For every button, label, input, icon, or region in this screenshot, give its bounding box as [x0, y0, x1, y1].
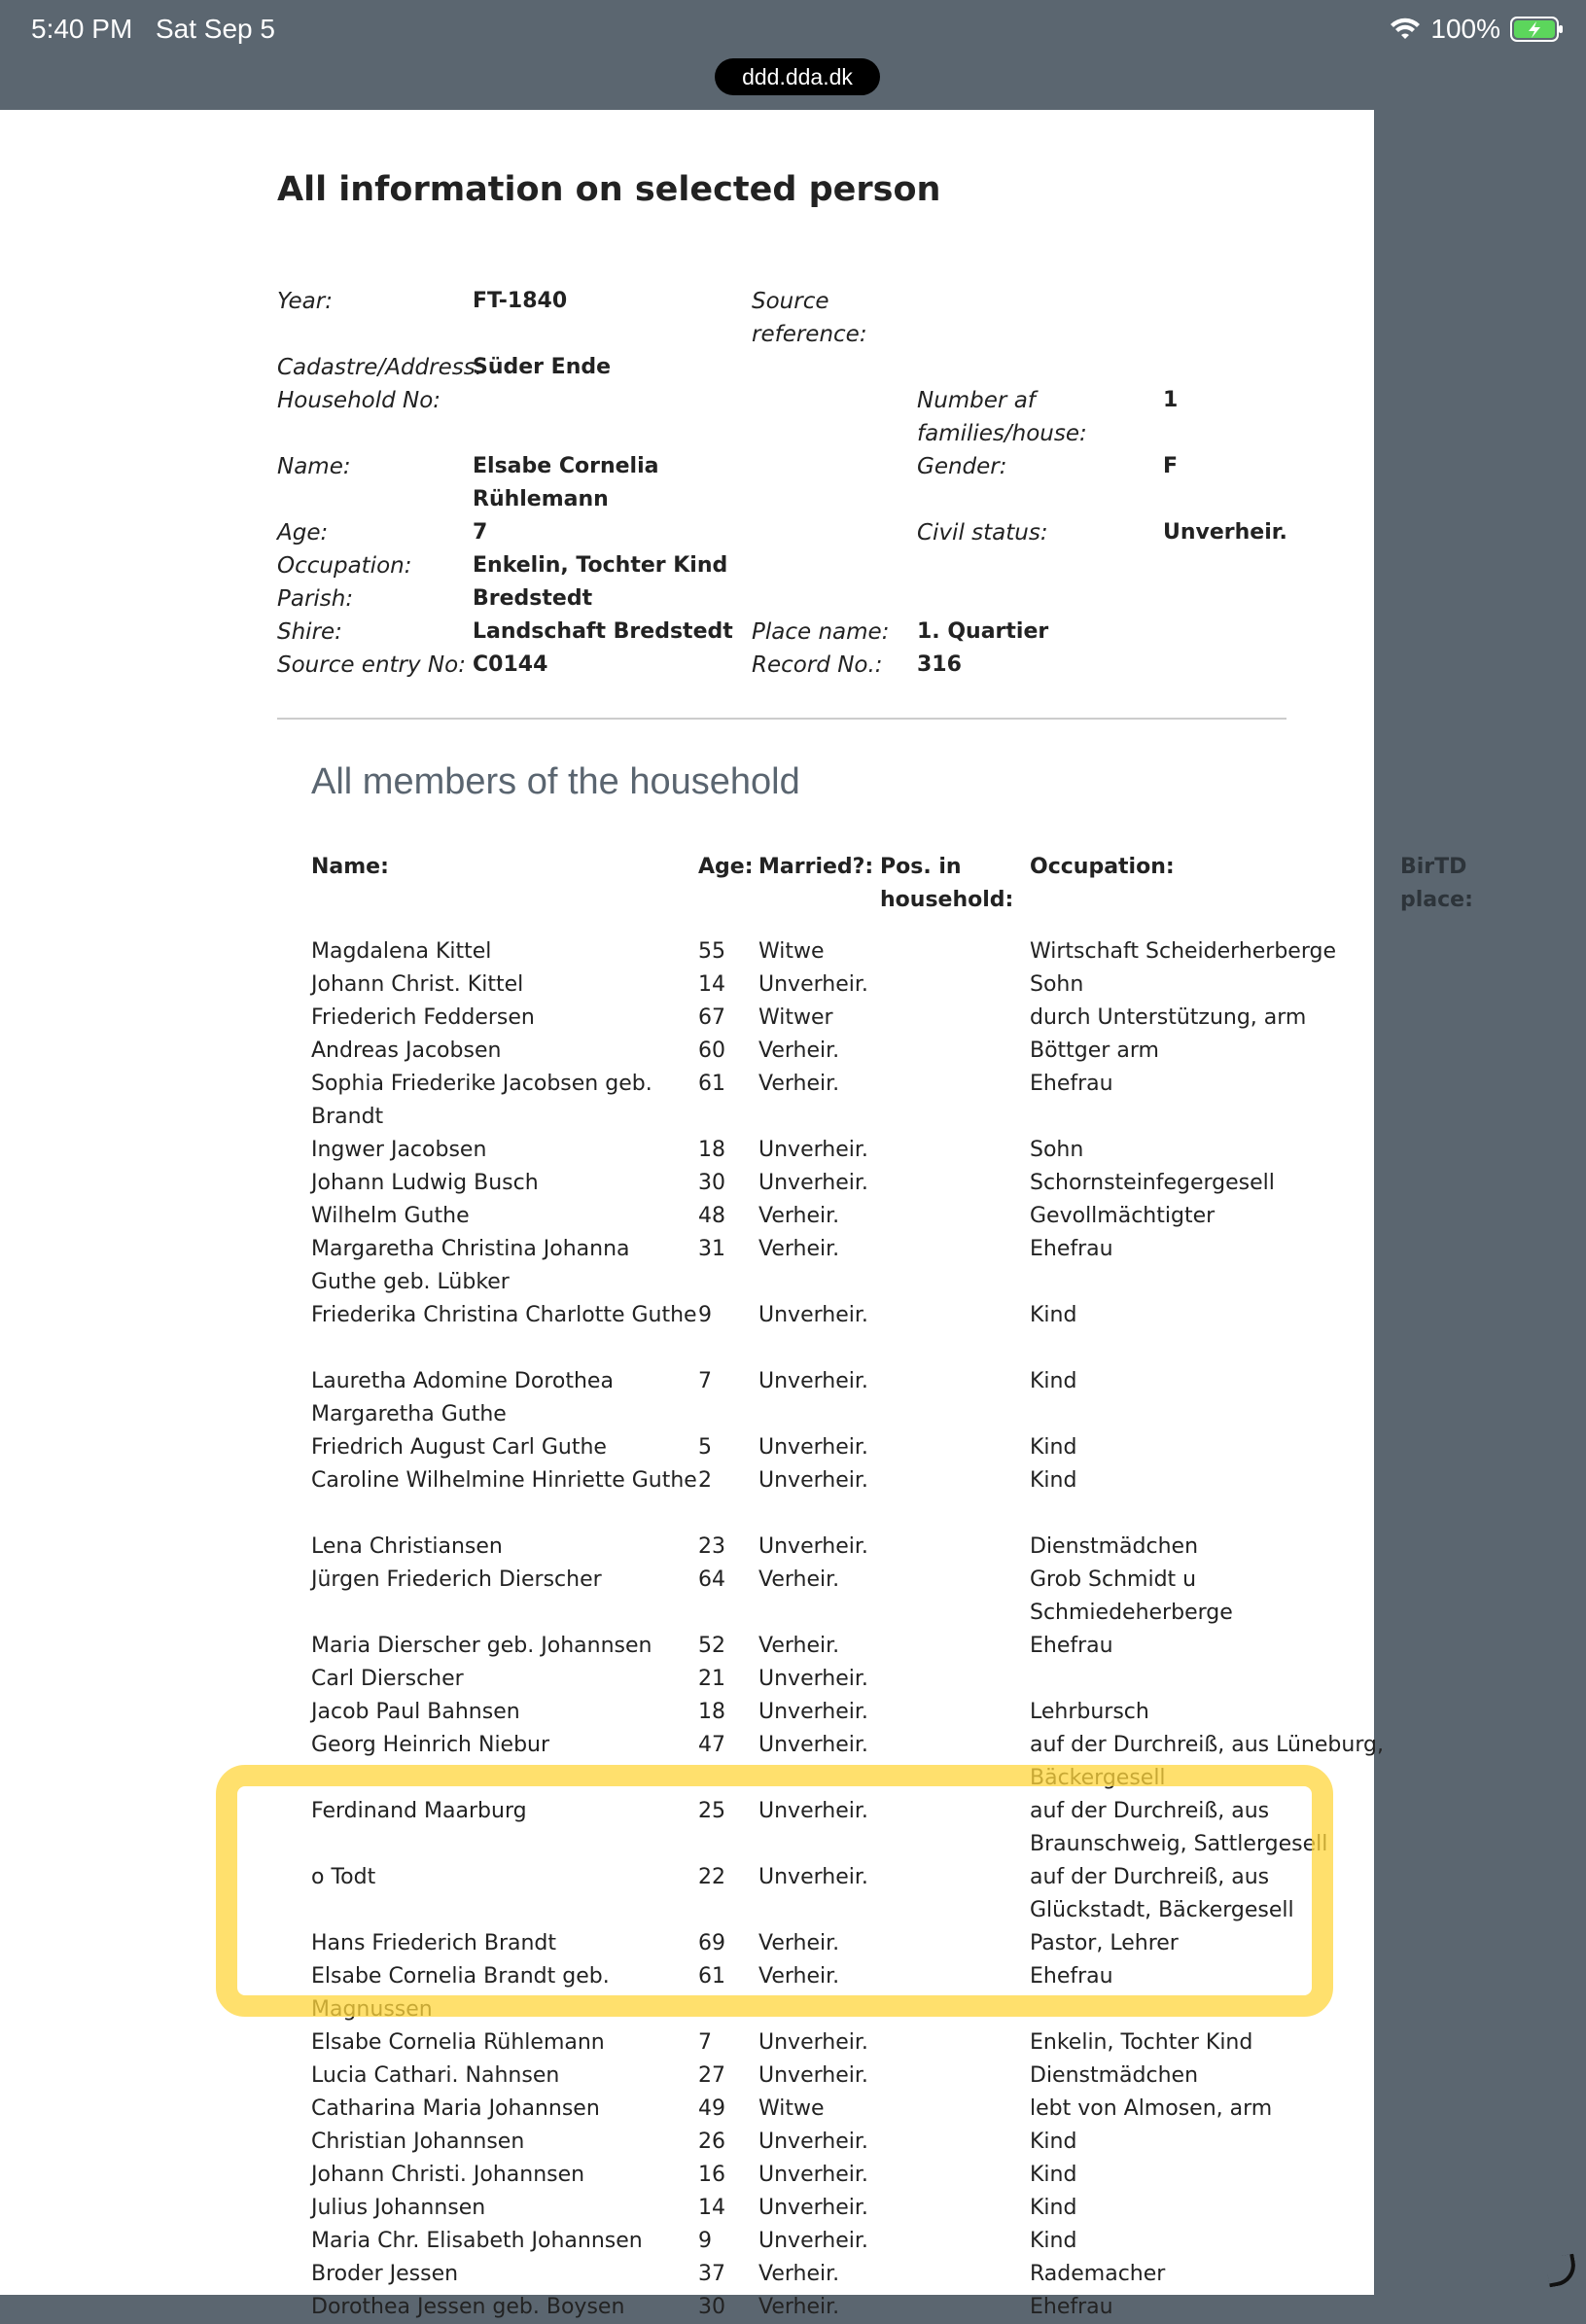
member-age: 18 — [698, 1700, 725, 1724]
member-name: Jacob Paul Bahnsen — [311, 1700, 520, 1724]
parish-value: Bredstedt — [473, 586, 593, 611]
shire-label: Shire: — [277, 619, 342, 645]
member-age: 21 — [698, 1667, 725, 1691]
shire-value: Landschaft Bredstedt — [473, 619, 733, 644]
member-age: 61 — [698, 1964, 725, 1989]
member-married: Unverheir. — [758, 2229, 868, 2253]
member-name: Ingwer Jacobsen — [311, 1138, 487, 1162]
member-age: 9 — [698, 1303, 712, 1327]
civil-label: Civil status: — [917, 520, 1048, 546]
member-age: 61 — [698, 1072, 725, 1096]
member-name: Caroline Wilhelmine Hinriette Guthe — [311, 1468, 697, 1493]
member-name: Christian Johannsen — [311, 2130, 525, 2154]
member-married: Verheir. — [758, 1039, 840, 1063]
member-married: Unverheir. — [758, 2063, 868, 2088]
member-name: Dorothea Jessen geb. Boysen — [311, 2295, 625, 2319]
member-occupation: lebt von Almosen, arm — [1030, 2096, 1273, 2121]
families-value: 1 — [1163, 388, 1179, 412]
member-age: 5 — [698, 1435, 712, 1460]
member-name: Broder Jessen — [311, 2262, 459, 2286]
member-occupation: auf der Durchreiß, aus Braunschweig, Sattlergesell — [1030, 1799, 1328, 1856]
member-age: 52 — [698, 1634, 725, 1658]
member-occupation: Kind — [1030, 1435, 1077, 1460]
member-age: 14 — [698, 2196, 725, 2220]
member-name: Catharina Maria Johannsen — [311, 2096, 600, 2121]
member-name: Johann Christi. Johannsen — [311, 2163, 585, 2187]
member-occupation: Dienstmädchen — [1030, 1534, 1199, 1559]
source-ref-label: Source reference: — [752, 289, 867, 347]
header-name: Name: — [311, 855, 389, 879]
member-married: Unverheir. — [758, 1171, 868, 1195]
member-occupation: Enkelin, Tochter Kind — [1030, 2030, 1253, 2055]
member-married: Unverheir. — [758, 2196, 868, 2220]
header-pos: Pos. in household: — [880, 855, 1014, 912]
member-married: Unverheir. — [758, 1369, 868, 1393]
year-value: FT-1840 — [473, 289, 568, 313]
url-bar[interactable]: ddd.dda.dk — [715, 58, 880, 95]
member-married: Verheir. — [758, 1931, 840, 1955]
age-label: Age: — [277, 520, 329, 546]
member-occupation: Rademacher — [1030, 2262, 1166, 2286]
member-married: Verheir. — [758, 1072, 840, 1096]
status-date: Sat Sep 5 — [156, 14, 275, 44]
member-name: Carl Dierscher — [311, 1667, 464, 1691]
member-occupation: Grob Schmidt u Schmiedeherberge — [1030, 1567, 1233, 1625]
name-value: Elsabe Cornelia Rühlemann — [473, 454, 659, 511]
member-age: 47 — [698, 1733, 725, 1757]
household-label: Household No: — [277, 388, 441, 413]
cadastre-value: Süder Ende — [473, 355, 612, 379]
household-title: All members of the household — [311, 761, 800, 802]
member-occupation: Dienstmädchen — [1030, 2063, 1199, 2088]
member-name: Friederika Christina Charlotte Guthe — [311, 1303, 697, 1327]
record-label: Record No.: — [752, 652, 883, 678]
occupation-label: Occupation: — [277, 553, 412, 579]
member-age: 16 — [698, 2163, 725, 2187]
member-occupation: Pastor, Lehrer — [1030, 1931, 1179, 1955]
entry-value: C0144 — [473, 652, 548, 677]
cadastre-label: Cadastre/Address: — [277, 355, 483, 380]
member-occupation: Sohn — [1030, 1138, 1084, 1162]
member-occupation: Kind — [1030, 2196, 1077, 2220]
member-age: 2 — [698, 1468, 712, 1493]
member-married: Unverheir. — [758, 1138, 868, 1162]
member-name: o Todt — [311, 1865, 376, 1889]
member-name: Elsabe Cornelia Brandt geb. Magnussen — [311, 1964, 610, 2022]
member-name: Lena Christiansen — [311, 1534, 503, 1559]
status-right — [1390, 14, 1565, 45]
member-age: 30 — [698, 2295, 725, 2319]
member-married: Unverheir. — [758, 1468, 868, 1493]
member-name: Elsabe Cornelia Rühlemann — [311, 2030, 605, 2055]
member-age: 14 — [698, 972, 725, 997]
corner-indicator — [1545, 2254, 1579, 2288]
record-value: 316 — [917, 652, 962, 677]
member-name: Julius Johannsen — [311, 2196, 486, 2220]
battery-percent: 100% — [1430, 14, 1500, 44]
member-occupation: Ehefrau — [1030, 1634, 1113, 1658]
member-occupation: Lehrbursch — [1030, 1700, 1149, 1724]
member-name: Ferdinand Maarburg — [311, 1799, 527, 1823]
member-occupation: Böttger arm — [1030, 1039, 1159, 1063]
member-married: Unverheir. — [758, 1667, 868, 1691]
member-occupation: auf der Durchreiß, aus Glückstadt, Bäckergesell — [1030, 1865, 1294, 1922]
header-birth-place: BirTD place: — [1400, 855, 1473, 912]
place-label: Place name: — [752, 619, 890, 645]
gender-label: Gender: — [917, 454, 1007, 479]
member-married: Unverheir. — [758, 972, 868, 997]
member-married: Witwer — [758, 1005, 833, 1030]
member-age: 67 — [698, 1005, 725, 1030]
member-name: Magdalena Kittel — [311, 939, 492, 964]
battery-charging-icon — [1510, 16, 1565, 43]
member-married: Verheir. — [758, 2295, 840, 2319]
member-age: 23 — [698, 1534, 725, 1559]
member-married: Witwe — [758, 2096, 825, 2121]
member-married: Verheir. — [758, 1567, 840, 1592]
age-value: 7 — [473, 520, 488, 545]
entry-label: Source entry No: — [277, 652, 466, 678]
member-age: 48 — [698, 1204, 725, 1228]
header-married: Married?: — [758, 855, 874, 879]
member-age: 26 — [698, 2130, 725, 2154]
page-content — [0, 110, 1384, 2319]
member-age: 9 — [698, 2229, 712, 2253]
member-age: 27 — [698, 2063, 725, 2088]
gender-value: F — [1163, 454, 1179, 478]
member-married: Verheir. — [758, 2262, 840, 2286]
member-occupation: Kind — [1030, 1303, 1077, 1327]
member-name: Margaretha Christina Johanna Guthe geb. Lübker — [311, 1237, 630, 1294]
member-occupation: Schornsteinfegergesell — [1030, 1171, 1275, 1195]
member-occupation: Gevollmächtigter — [1030, 1204, 1216, 1228]
member-age: 30 — [698, 1171, 725, 1195]
member-name: Johann Christ. Kittel — [311, 972, 524, 997]
member-age: 49 — [698, 2096, 725, 2121]
member-age: 25 — [698, 1799, 725, 1823]
member-occupation: Kind — [1030, 1369, 1077, 1393]
member-name: Friedrich August Carl Guthe — [311, 1435, 607, 1460]
member-occupation: Sohn — [1030, 972, 1084, 997]
member-name: Friederich Feddersen — [311, 1005, 535, 1030]
header-age: Age: — [698, 855, 754, 879]
member-occupation: Ehefrau — [1030, 2295, 1113, 2319]
place-value: 1. Quartier — [917, 619, 1049, 644]
member-married: Unverheir. — [758, 2030, 868, 2055]
families-label: Number af families/house: — [917, 388, 1087, 446]
member-married: Unverheir. — [758, 1303, 868, 1327]
member-age: 64 — [698, 1567, 725, 1592]
member-name: Hans Friederich Brandt — [311, 1931, 557, 1955]
member-occupation: Ehefrau — [1030, 1237, 1113, 1261]
member-married: Verheir. — [758, 1634, 840, 1658]
member-married: Witwe — [758, 939, 825, 964]
member-occupation: auf der Durchreiß, aus Lüneburg, Bäckergesell — [1030, 1733, 1384, 1790]
member-name: Wilhelm Guthe — [311, 1204, 470, 1228]
member-occupation: Ehefrau — [1030, 1072, 1113, 1096]
member-married: Unverheir. — [758, 1799, 868, 1823]
member-married: Unverheir. — [758, 1534, 868, 1559]
member-married: Unverheir. — [758, 1435, 868, 1460]
member-age: 22 — [698, 1865, 725, 1889]
member-name: Maria Chr. Elisabeth Johannsen — [311, 2229, 643, 2253]
member-married: Unverheir. — [758, 1700, 868, 1724]
member-age: 60 — [698, 1039, 725, 1063]
member-name: Andreas Jacobsen — [311, 1039, 502, 1063]
member-married: Unverheir. — [758, 2130, 868, 2154]
member-name: Sophia Friederike Jacobsen geb. Brandt — [311, 1072, 652, 1129]
wifi-icon — [1390, 18, 1421, 41]
member-age: 7 — [698, 2030, 712, 2055]
member-occupation: Kind — [1030, 2163, 1077, 2187]
civil-value: Unverheir. — [1163, 520, 1287, 545]
member-married: Unverheir. — [758, 2163, 868, 2187]
member-occupation: Kind — [1030, 2229, 1077, 2253]
member-married: Unverheir. — [758, 1865, 868, 1889]
member-occupation: Wirtschaft Scheiderherberge — [1030, 939, 1337, 964]
member-age: 18 — [698, 1138, 725, 1162]
member-age: 7 — [698, 1369, 712, 1393]
name-label: Name: — [277, 454, 351, 479]
member-married: Verheir. — [758, 1964, 840, 1989]
member-occupation: durch Unterstützung, arm — [1030, 1005, 1307, 1030]
parish-label: Parish: — [277, 586, 354, 612]
member-married: Verheir. — [758, 1237, 840, 1261]
member-occupation: Ehefrau — [1030, 1964, 1113, 1989]
member-occupation: Kind — [1030, 1468, 1077, 1493]
member-name: Georg Heinrich Niebur — [311, 1733, 550, 1757]
member-name: Jürgen Friederich Dierscher — [311, 1567, 602, 1592]
page-title: All information on selected person — [277, 170, 941, 209]
status-time: 5:40 PM — [31, 14, 133, 44]
year-label: Year: — [277, 289, 333, 314]
occupation-value: Enkelin, Tochter Kind — [473, 553, 728, 578]
member-name: Lauretha Adomine Dorothea Margaretha Guthe — [311, 1369, 614, 1426]
member-age: 37 — [698, 2262, 725, 2286]
member-married: Unverheir. — [758, 1733, 868, 1757]
member-name: Maria Dierscher geb. Johannsen — [311, 1634, 652, 1658]
member-age: 69 — [698, 1931, 725, 1955]
member-name: Johann Ludwig Busch — [311, 1171, 539, 1195]
header-occupation: Occupation: — [1030, 855, 1175, 879]
status-bar — [0, 0, 1586, 110]
member-name: Lucia Cathari. Nahnsen — [311, 2063, 560, 2088]
divider — [277, 718, 1286, 720]
member-occupation: Kind — [1030, 2130, 1077, 2154]
member-age: 31 — [698, 1237, 725, 1261]
member-married: Verheir. — [758, 1204, 840, 1228]
member-age: 55 — [698, 939, 725, 964]
